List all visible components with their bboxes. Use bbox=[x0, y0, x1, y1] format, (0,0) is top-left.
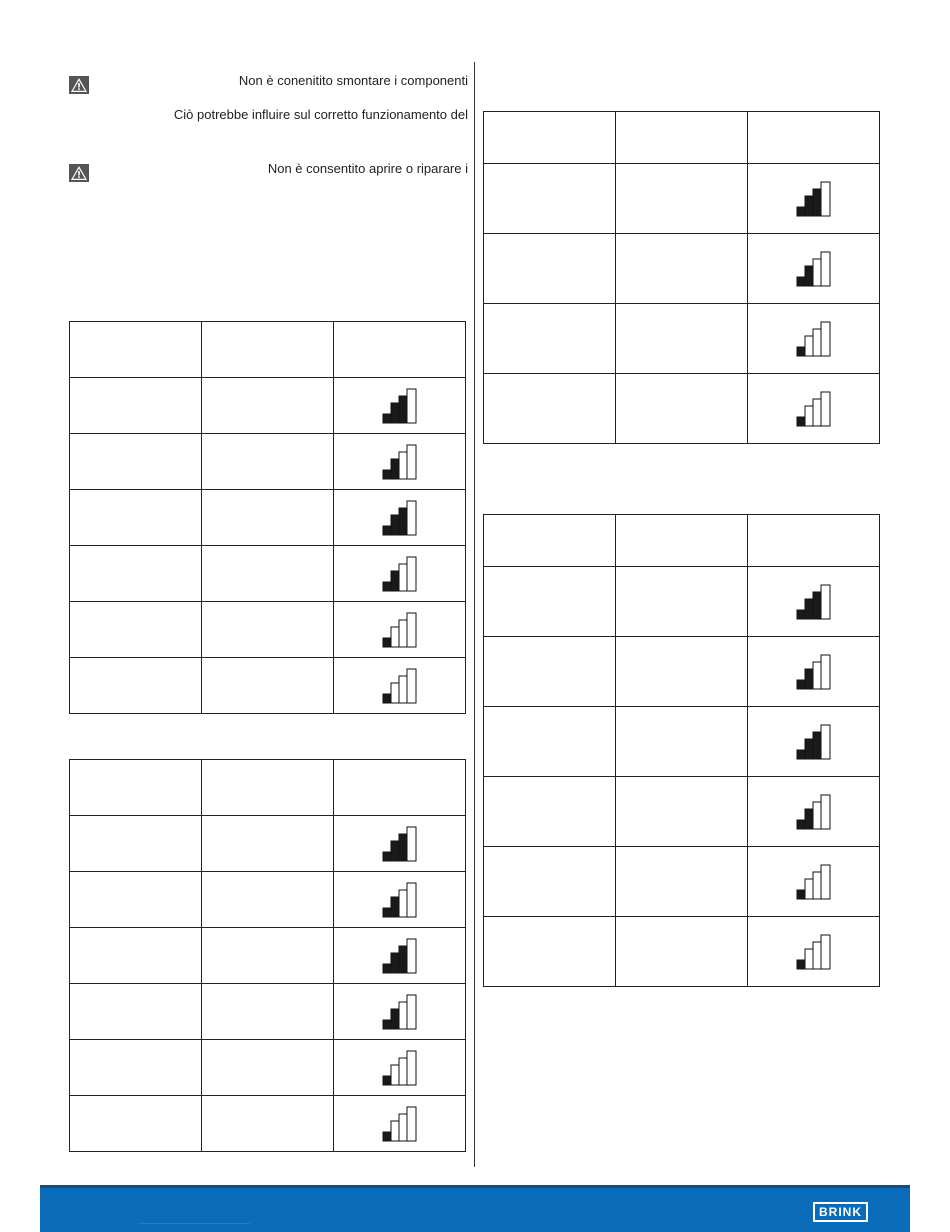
signal-cell bbox=[334, 602, 466, 658]
signal-bar bbox=[391, 1009, 399, 1029]
signal-strength-icon bbox=[796, 251, 832, 287]
header-cell bbox=[70, 760, 202, 816]
signal-bar bbox=[391, 403, 399, 423]
signal-bar bbox=[383, 694, 391, 703]
signal-bar bbox=[797, 960, 805, 969]
signal-strength-icon bbox=[796, 724, 832, 760]
signal-bar bbox=[391, 953, 399, 973]
signal-bar bbox=[805, 336, 813, 356]
signal-cell bbox=[334, 546, 466, 602]
signal-bar bbox=[383, 414, 391, 423]
signal-cell bbox=[334, 872, 466, 928]
signal-bar bbox=[805, 196, 813, 216]
signal-bar bbox=[399, 396, 407, 423]
table-cell bbox=[70, 816, 202, 872]
signal-strength-icon bbox=[382, 938, 418, 974]
signal-bar bbox=[383, 908, 391, 917]
signal-strength-icon bbox=[382, 444, 418, 480]
table-cell bbox=[484, 707, 616, 777]
signal-bar bbox=[399, 1058, 407, 1085]
warning-text-1 bbox=[110, 72, 468, 90]
table-cell bbox=[616, 707, 748, 777]
footer-link-underline[interactable] bbox=[138, 1223, 250, 1224]
signal-bar bbox=[813, 329, 821, 356]
signal-strength-icon bbox=[382, 1050, 418, 1086]
header-cell bbox=[616, 515, 748, 567]
signal-strength-icon bbox=[382, 556, 418, 592]
signal-bar bbox=[407, 1051, 416, 1085]
signal-bar bbox=[383, 1076, 391, 1085]
signal-cell bbox=[748, 847, 880, 917]
signal-bar bbox=[407, 613, 416, 647]
signal-bar bbox=[821, 655, 830, 689]
signal-bar bbox=[399, 564, 407, 591]
signal-bar bbox=[821, 182, 830, 216]
table-cell bbox=[484, 917, 616, 987]
signal-bar bbox=[407, 1107, 416, 1141]
warning-line: Non è consentito aprire o riparare i bbox=[267, 161, 468, 176]
signal-cell bbox=[334, 984, 466, 1040]
warning-triangle-icon bbox=[69, 164, 89, 182]
table-cell bbox=[202, 546, 334, 602]
signal-cell bbox=[334, 490, 466, 546]
table-cell bbox=[616, 777, 748, 847]
signal-cell bbox=[334, 1096, 466, 1152]
table-cell bbox=[484, 777, 616, 847]
header-cell bbox=[748, 515, 880, 567]
table-cell bbox=[70, 434, 202, 490]
signal-bar bbox=[797, 277, 805, 286]
column-divider bbox=[474, 62, 475, 1167]
signal-bar bbox=[383, 964, 391, 973]
brand-logo: BRINK bbox=[813, 1202, 868, 1222]
signal-bar bbox=[383, 638, 391, 647]
signal-bar bbox=[391, 1121, 399, 1141]
signal-bar bbox=[399, 834, 407, 861]
signal-bar bbox=[821, 322, 830, 356]
signal-bar bbox=[813, 399, 821, 426]
signal-cell bbox=[748, 164, 880, 234]
signal-table-right-2 bbox=[483, 514, 880, 987]
signal-bar bbox=[813, 259, 821, 286]
table-cell bbox=[70, 546, 202, 602]
signal-bar bbox=[805, 739, 813, 759]
signal-bar bbox=[813, 732, 821, 759]
signal-bar bbox=[821, 725, 830, 759]
signal-bar bbox=[813, 942, 821, 969]
table-cell bbox=[202, 984, 334, 1040]
footer-bar bbox=[40, 1185, 910, 1232]
table-cell bbox=[616, 304, 748, 374]
signal-bar bbox=[813, 592, 821, 619]
signal-bar bbox=[391, 571, 399, 591]
signal-strength-icon bbox=[382, 500, 418, 536]
signal-bar bbox=[391, 459, 399, 479]
table-cell bbox=[70, 928, 202, 984]
signal-bar bbox=[407, 389, 416, 423]
table-cell bbox=[484, 847, 616, 917]
signal-cell bbox=[748, 304, 880, 374]
signal-bar bbox=[813, 662, 821, 689]
table-cell bbox=[202, 378, 334, 434]
signal-bar bbox=[407, 557, 416, 591]
signal-strength-icon bbox=[796, 584, 832, 620]
signal-strength-icon bbox=[796, 794, 832, 830]
table-cell bbox=[616, 637, 748, 707]
signal-bar bbox=[821, 252, 830, 286]
table-cell bbox=[70, 1040, 202, 1096]
signal-bar bbox=[813, 872, 821, 899]
table-cell bbox=[202, 816, 334, 872]
signal-strength-icon bbox=[382, 994, 418, 1030]
table-cell bbox=[616, 567, 748, 637]
signal-cell bbox=[334, 928, 466, 984]
signal-bar bbox=[797, 207, 805, 216]
signal-bar bbox=[813, 189, 821, 216]
table-cell bbox=[202, 928, 334, 984]
header-cell bbox=[202, 322, 334, 378]
signal-bar bbox=[407, 669, 416, 703]
table-cell bbox=[70, 658, 202, 714]
table-cell bbox=[202, 1040, 334, 1096]
signal-strength-icon bbox=[382, 668, 418, 704]
table-cell bbox=[484, 637, 616, 707]
header-cell bbox=[616, 112, 748, 164]
table-cell bbox=[70, 378, 202, 434]
warning-text-2 bbox=[110, 160, 468, 178]
table-cell bbox=[484, 164, 616, 234]
signal-table-left-2 bbox=[69, 759, 466, 1152]
signal-strength-icon bbox=[796, 181, 832, 217]
signal-table-left-1 bbox=[69, 321, 466, 714]
signal-bar bbox=[391, 515, 399, 535]
signal-bar bbox=[805, 879, 813, 899]
table-cell bbox=[70, 872, 202, 928]
table-cell bbox=[616, 374, 748, 444]
table-cell bbox=[616, 164, 748, 234]
signal-strength-icon bbox=[796, 391, 832, 427]
signal-cell bbox=[748, 374, 880, 444]
signal-bar bbox=[797, 820, 805, 829]
signal-bar bbox=[821, 935, 830, 969]
signal-bar bbox=[407, 995, 416, 1029]
signal-cell bbox=[334, 816, 466, 872]
signal-bar bbox=[399, 676, 407, 703]
table-cell bbox=[202, 1096, 334, 1152]
signal-bar bbox=[383, 1020, 391, 1029]
signal-cell bbox=[334, 434, 466, 490]
signal-cell bbox=[748, 234, 880, 304]
signal-strength-icon bbox=[382, 388, 418, 424]
signal-strength-icon bbox=[382, 1106, 418, 1142]
signal-strength-icon bbox=[382, 882, 418, 918]
signal-bar bbox=[407, 883, 416, 917]
signal-bar bbox=[407, 939, 416, 973]
header-cell bbox=[484, 112, 616, 164]
table-cell bbox=[484, 374, 616, 444]
signal-bar bbox=[813, 802, 821, 829]
signal-bar bbox=[391, 897, 399, 917]
header-cell bbox=[334, 760, 466, 816]
header-cell bbox=[484, 515, 616, 567]
header-cell bbox=[70, 322, 202, 378]
signal-bar bbox=[805, 266, 813, 286]
signal-bar bbox=[821, 865, 830, 899]
signal-bar bbox=[797, 610, 805, 619]
signal-bar bbox=[821, 392, 830, 426]
signal-bar bbox=[805, 669, 813, 689]
signal-bar bbox=[797, 347, 805, 356]
signal-cell bbox=[334, 658, 466, 714]
header-cell bbox=[334, 322, 466, 378]
signal-cell bbox=[748, 637, 880, 707]
signal-strength-icon bbox=[796, 864, 832, 900]
signal-bar bbox=[821, 585, 830, 619]
warning-line: Ciò potrebbe influire sul corretto funzionamento del bbox=[173, 107, 468, 122]
table-cell bbox=[70, 984, 202, 1040]
signal-bar bbox=[797, 890, 805, 899]
signal-bar bbox=[407, 501, 416, 535]
signal-bar bbox=[805, 406, 813, 426]
signal-bar bbox=[805, 809, 813, 829]
header-cell bbox=[202, 760, 334, 816]
table-cell bbox=[616, 234, 748, 304]
signal-strength-icon bbox=[796, 934, 832, 970]
signal-bar bbox=[391, 627, 399, 647]
signal-bar bbox=[805, 949, 813, 969]
table-cell bbox=[484, 234, 616, 304]
signal-bar bbox=[383, 470, 391, 479]
signal-cell bbox=[748, 567, 880, 637]
signal-bar bbox=[407, 827, 416, 861]
table-cell bbox=[616, 847, 748, 917]
table-cell bbox=[70, 602, 202, 658]
table-cell bbox=[202, 872, 334, 928]
table-cell bbox=[484, 567, 616, 637]
signal-strength-icon bbox=[796, 321, 832, 357]
warning-text-1b bbox=[110, 106, 468, 124]
signal-strength-icon bbox=[382, 612, 418, 648]
signal-bar bbox=[797, 680, 805, 689]
table-cell bbox=[484, 304, 616, 374]
signal-strength-icon bbox=[796, 654, 832, 690]
signal-bar bbox=[797, 417, 805, 426]
signal-bar bbox=[805, 599, 813, 619]
signal-cell bbox=[748, 777, 880, 847]
header-cell bbox=[748, 112, 880, 164]
signal-cell bbox=[748, 707, 880, 777]
signal-bar bbox=[383, 1132, 391, 1141]
signal-table-right-1 bbox=[483, 111, 880, 444]
warning-triangle-icon bbox=[69, 76, 89, 94]
table-cell bbox=[202, 434, 334, 490]
signal-bar bbox=[399, 946, 407, 973]
signal-strength-icon bbox=[382, 826, 418, 862]
table-cell bbox=[202, 490, 334, 546]
warning-line: Non è conenitito smontare i componenti bbox=[238, 73, 468, 88]
signal-bar bbox=[391, 683, 399, 703]
signal-cell bbox=[748, 917, 880, 987]
table-cell bbox=[202, 658, 334, 714]
signal-bar bbox=[797, 750, 805, 759]
signal-bar bbox=[407, 445, 416, 479]
signal-bar bbox=[391, 1065, 399, 1085]
signal-cell bbox=[334, 1040, 466, 1096]
signal-bar bbox=[399, 452, 407, 479]
signal-bar bbox=[399, 620, 407, 647]
signal-bar bbox=[821, 795, 830, 829]
table-cell bbox=[70, 490, 202, 546]
table-cell bbox=[616, 917, 748, 987]
table-cell bbox=[202, 602, 334, 658]
signal-bar bbox=[391, 841, 399, 861]
signal-bar bbox=[399, 1114, 407, 1141]
signal-cell bbox=[334, 378, 466, 434]
signal-bar bbox=[383, 852, 391, 861]
table-cell bbox=[70, 1096, 202, 1152]
signal-bar bbox=[399, 508, 407, 535]
signal-bar bbox=[383, 582, 391, 591]
signal-bar bbox=[383, 526, 391, 535]
signal-bar bbox=[399, 1002, 407, 1029]
signal-bar bbox=[399, 890, 407, 917]
